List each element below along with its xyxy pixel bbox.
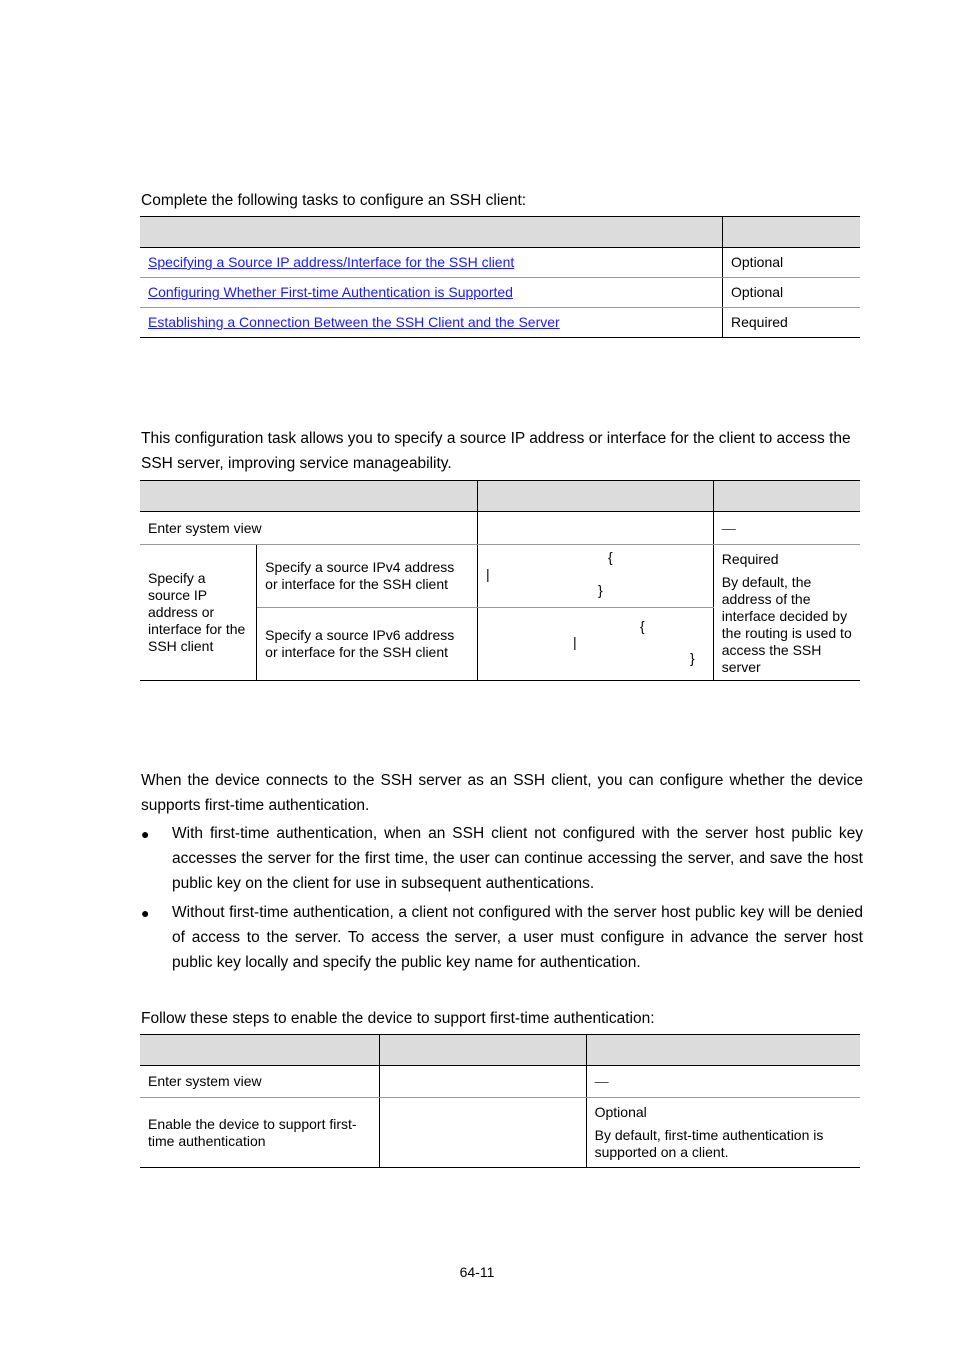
command-cell (380, 1098, 586, 1168)
header-cell-operation (140, 481, 478, 512)
brace-close: } (690, 650, 695, 666)
header-cell-command (380, 1035, 586, 1066)
task-cell (140, 248, 723, 278)
table-row (140, 512, 860, 545)
operation-cell: Specify a source IPv6 address or interface for the SSH client (257, 608, 478, 681)
task-table (140, 216, 860, 338)
operation-cell: Specify a source IPv4 address or interface for the SSH client (257, 545, 478, 608)
remarks-default: By default, first-time authentication is supported on a client. (594, 1127, 824, 1160)
header-cell-remarks (586, 1035, 860, 1066)
bullet-item: With first-time authentication, when an SSH client not configured with the server host public key accesses the server for the first time, the user can continue accessing the server, and save the host public key on the client for use in subsequent authentications. (172, 825, 863, 892)
remarks-cell: — (713, 512, 860, 545)
table-row (140, 248, 860, 278)
header-cell-operation (140, 1035, 380, 1066)
task-link-source-ip[interactable]: Specifying a Source IP address/Interface for the SSH client (148, 254, 515, 270)
table-row (140, 308, 860, 338)
brace-close: } (598, 582, 603, 598)
operation-cell: Enable the device to support first-time authentication (140, 1098, 380, 1168)
remarks-cell (586, 1098, 860, 1168)
bullet-dot-icon: ● (141, 905, 150, 921)
first-time-auth-table (140, 1034, 860, 1168)
follow-steps-text: Follow these steps to enable the device to support first-time authentication: (141, 1010, 655, 1027)
remarks-optional: Optional (594, 1104, 647, 1120)
brace-open: { (608, 549, 613, 565)
table-row (140, 545, 860, 608)
table-row (140, 1098, 860, 1168)
table-row (140, 278, 860, 308)
pipe-symbol: | (573, 634, 577, 650)
remarks-required: Required (721, 551, 779, 567)
operation-cell: Enter system view (140, 512, 478, 545)
task-cell (140, 308, 723, 338)
command-cell (380, 1066, 586, 1098)
table-row (140, 1066, 860, 1098)
remarks-cell: Required (723, 308, 861, 338)
bullet-dot-icon: ● (141, 826, 150, 842)
remarks-cell: Optional (723, 278, 861, 308)
command-cell (478, 545, 713, 608)
table-header (140, 217, 860, 248)
header-cell-task (140, 217, 723, 248)
header-cell-remarks (723, 217, 861, 248)
task-link-establish-connection[interactable]: Establishing a Connection Between the SSH Client and the Server (148, 314, 560, 330)
section2-paragraph: When the device connects to the SSH server as an SSH client, you can configure whether the device supports first-time authentication. (141, 772, 863, 814)
remarks-default: By default, the address of the interface decided by the routing is used to access the SSH server (721, 574, 852, 675)
table-header (140, 481, 860, 512)
brace-open: { (640, 618, 645, 634)
intro-text: Complete the following tasks to configure an SSH client: (141, 192, 527, 209)
remarks-cell: Optional (723, 248, 861, 278)
task-cell (140, 278, 723, 308)
section1-paragraph: This configuration task allows you to specify a source IP address or interface for the client to access the SSH server, improving service manageability. (141, 430, 851, 472)
remarks-cell (713, 545, 860, 681)
task-link-first-time-auth[interactable]: Configuring Whether First-time Authentication is Supported (148, 284, 513, 300)
source-ip-table (140, 480, 860, 681)
remarks-cell: — (586, 1066, 860, 1098)
page-number: 64-11 (459, 1264, 495, 1280)
table-header (140, 1035, 860, 1066)
header-cell-remarks (713, 481, 860, 512)
header-cell-command (478, 481, 713, 512)
operation-cell: Enter system view (140, 1066, 380, 1098)
bullet-item: Without first-time authentication, a client not configured with the server host public key will be denied of access to the server. To access the server, a user must configure in advance the server host public key locally and specify the public key name for authentication. (172, 904, 863, 971)
pipe-symbol: | (486, 566, 490, 582)
command-cell (478, 608, 713, 681)
command-cell (478, 512, 713, 545)
group-label-cell: Specify a source IP address or interface for the SSH client (140, 545, 257, 681)
